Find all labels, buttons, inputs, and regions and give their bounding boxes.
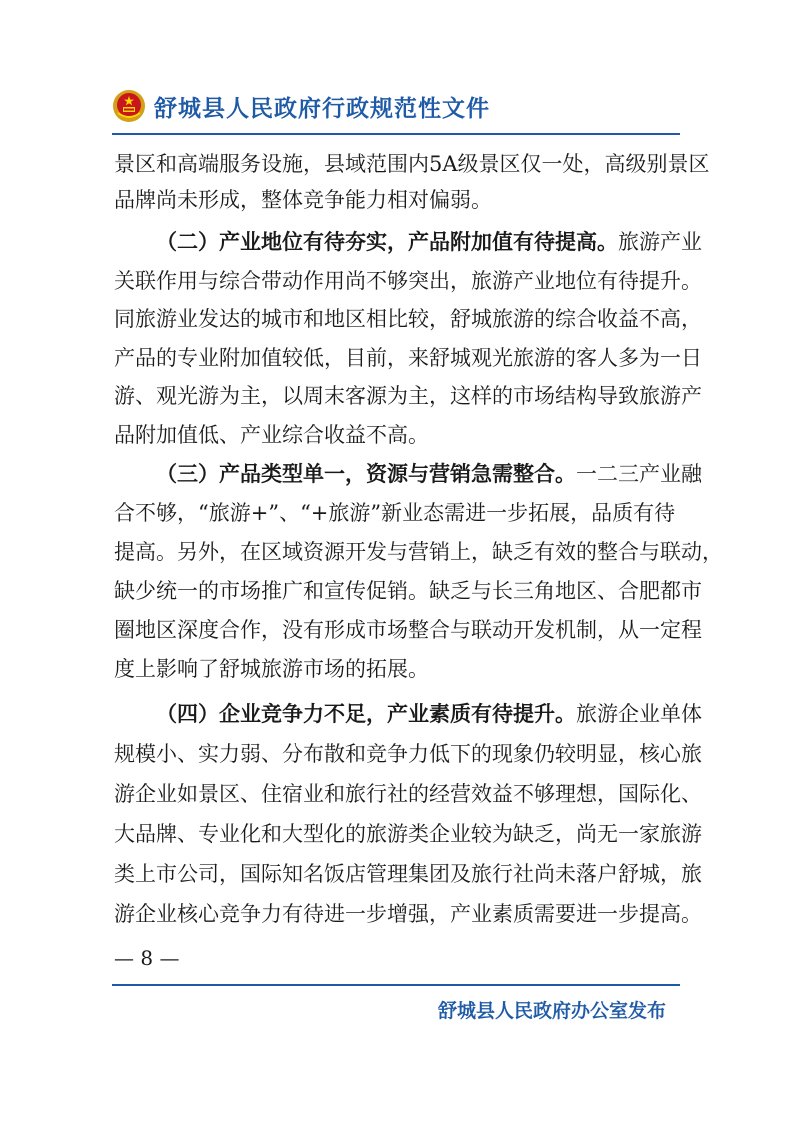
paragraph-line: 同旅游业发达的城市和地区相比较，舒城旅游的综合收益不高， (114, 307, 702, 331)
document-header (112, 86, 490, 126)
document-header-title: 舒城县人民政府行政规范性文件 (154, 95, 490, 122)
paragraph-line: 缺少统一的市场推广和宣传促销。缺乏与长三角地区、合肥都市 (114, 579, 702, 603)
national-emblem-icon (112, 89, 146, 123)
paragraph-line: 品附加值低、产业综合收益不高。 (114, 423, 429, 447)
footer-publisher: 舒城县人民政府办公室发布 (437, 1000, 666, 1022)
paragraph-line: （三）产品类型单一，资源与营销急需整合。一二三产业融 (156, 462, 702, 486)
paragraph-line: 游企业如景区、住宿业和旅行社的经营效益不够理想，国际化、 (114, 782, 702, 806)
paragraph-line: 圈地区深度合作，没有形成市场整合与联动开发机制，从一定程 (114, 618, 702, 642)
paragraph-line: 景区和高端服务设施，县域范围内5A级景区仅一处，高级别景区 (114, 152, 710, 176)
paragraph-line: 品牌尚未形成，整体竞争能力相对偏弱。 (114, 188, 492, 212)
paragraph-line: 合不够，“旅游+”、“+旅游”新业态需进一步拓展，品质有待 (114, 501, 676, 525)
paragraph-line: 关联作用与综合带动作用尚不够突出，旅游产业地位有待提升。 (114, 269, 702, 293)
paragraph-line: 类上市公司，国际知名饭店管理集团及旅行社尚未落户舒城，旅 (114, 862, 702, 886)
page-number: — 8 — (114, 946, 180, 970)
paragraph-line: 提高。另外，在区域资源开发与营销上，缺乏有效的整合与联动， (114, 540, 723, 564)
paragraph-line: 大品牌、专业化和大型化的旅游类企业较为缺乏，尚无一家旅游 (114, 822, 702, 846)
header-divider (112, 133, 680, 135)
section-heading: （二）产业地位有待夯实，产品附加值有待提高。 (156, 230, 618, 254)
paragraph-line: 游、观光游为主，以周末客源为主，这样的市场结构导致旅游产 (114, 384, 702, 408)
paragraph-line: 规模小、实力弱、分布散和竞争力低下的现象仍较明显，核心旅 (114, 742, 702, 766)
footer-divider (112, 984, 680, 986)
paragraph-line: （四）企业竞争力不足，产业素质有待提升。旅游企业单体 (156, 702, 702, 726)
section-heading: （三）产品类型单一，资源与营销急需整合。 (156, 462, 576, 486)
paragraph-line: 产品的专业附加值较低，目前，来舒城观光旅游的客人多为一日 (114, 346, 702, 370)
paragraph-line: 游企业核心竞争力有待进一步增强，产业素质需要进一步提高。 (114, 902, 702, 926)
section-heading: （四）企业竞争力不足，产业素质有待提升。 (156, 702, 576, 726)
paragraph-line: （二）产业地位有待夯实，产品附加值有待提高。旅游产业 (156, 230, 702, 254)
paragraph-line: 度上影响了舒城旅游市场的拓展。 (114, 657, 429, 681)
